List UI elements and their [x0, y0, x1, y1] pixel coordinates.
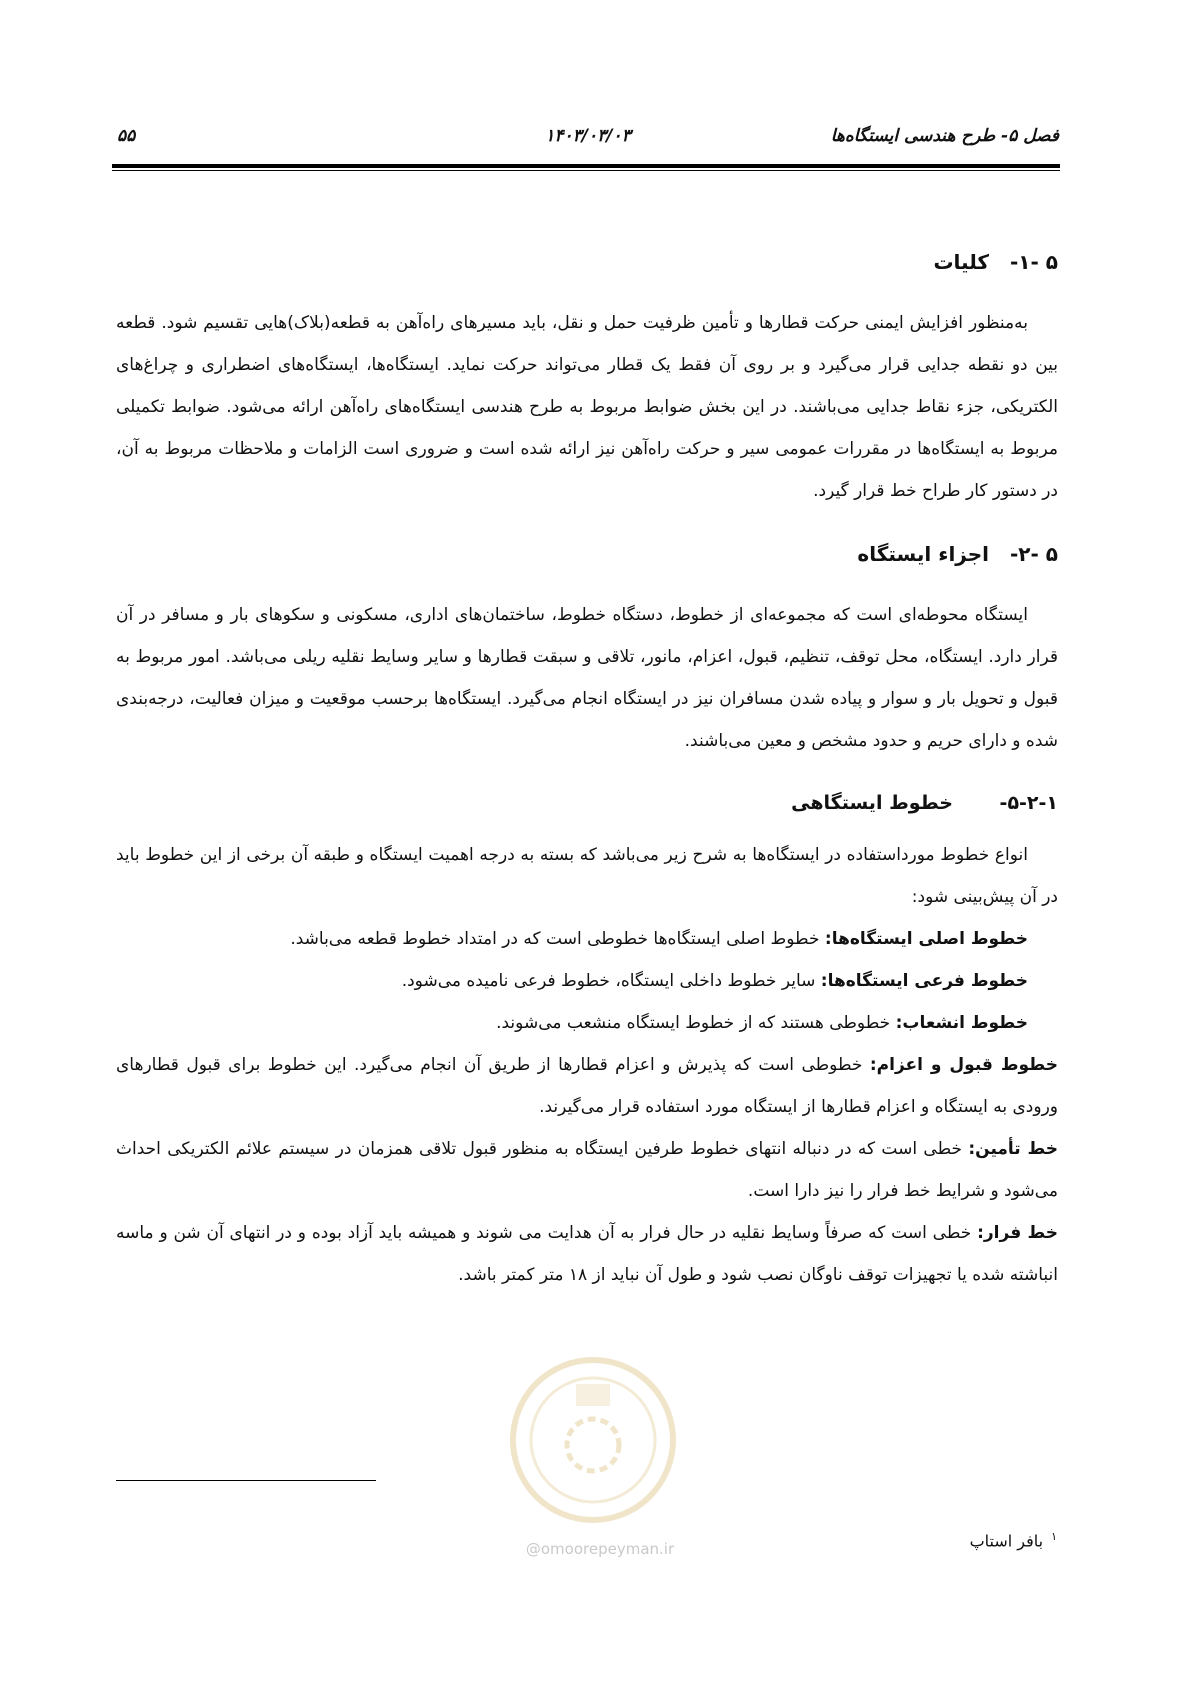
definition-item	[116, 918, 1058, 960]
definition-item	[116, 1044, 1058, 1128]
definition-text: سایر خطوط داخلی ایستگاه، خطوط فرعی نامیده می‌شود.	[401, 971, 821, 991]
footnote-text: بافر استاپ	[969, 1531, 1044, 1551]
section-title: کلیات	[933, 250, 990, 274]
section-heading	[116, 542, 1058, 566]
section-heading	[116, 250, 1058, 274]
definition-term: خطوط اصلی ایستگاه‌ها:	[824, 929, 1028, 949]
header-date: ۱۴۰۳/۰۳/۰۳	[545, 126, 631, 146]
page-content	[116, 250, 1058, 1296]
definition-term: خطوط فرعی ایستگاه‌ها:	[820, 971, 1028, 991]
definition-item	[116, 1212, 1058, 1296]
page-number: ۵۵	[117, 126, 136, 146]
chapter-title: فصل ۵- طرح هندسی ایستگاه‌ها	[830, 126, 1059, 146]
definition-text: خطی است که در دنباله انتهای خطوط طرفین ایستگاه به منظور قبول تلاقی همزمان در سیستم علائم الکتریکی احداث می‌شود و شرایط خط فرار را نیز دارا است.	[116, 1139, 1058, 1201]
section-paragraph: به‌منظور افزایش ایمنی حرکت قطارها و تأمین ظرفیت حمل و نقل، باید مسیرهای راه‌آهن به قطعه(بلاک)هایی تقسیم شود. قطعه بین دو نقطه جدایی قرار می‌گیرد و بر روی آن فقط یک قطار می‌تواند حرکت نماید. ایستگاه‌ها، ایستگاه‌های اضطراری و چراغ‌های الکتریکی، جزء نقاط جدایی می‌باشند. در این بخش ضوابط مربوط به طرح هندسی ایستگاه‌های راه‌آهن ارائه می‌شود. ضوابط تکمیلی مربوط به ایستگاه‌ها در مقررات عمومی سیر و حرکت راه‌آهن نیز ارائه شده است و ضروری است الزامات و ملاحظات مربوط به آن، در دستور کار طراح خط قرار گیرد.	[116, 313, 1058, 501]
footnote-marker: ۱	[1051, 1530, 1057, 1543]
section-number: ۵ -۲-	[1009, 542, 1058, 566]
definition-item	[116, 960, 1058, 1002]
definition-item	[116, 1128, 1058, 1212]
definition-term: خط فرار:	[977, 1223, 1058, 1243]
definition-text: خطوطی هستند که از خطوط ایستگاه منشعب می‌شوند.	[496, 1013, 896, 1033]
definition-text: خطی است که صرفاً وسایط نقلیه در حال فرار به آن هدایت می شوند و همیشه باید آزاد بوده و در انتهای آن شن و ماسه انباشته شده یا تجهیزات توقف ناوگان نصب شود و طول آن نباید از ۱۸ متر کمتر باشد.	[116, 1223, 1058, 1285]
definition-text: خطوطی است که پذیرش و اعزام قطارها از طریق آن انجام می‌گیرد. این خطوط برای قبول قطارهای ورودی به ایستگاه و اعزام قطارها از ایستگاه مورد استفاده قرار می‌گیرند.	[116, 1055, 1058, 1117]
definition-list	[116, 918, 1058, 1296]
definition-term: خط تأمین:	[968, 1139, 1058, 1159]
section-paragraph: ایستگاه محوطه‌ای است که مجموعه‌ای از خطوط، دستگاه خطوط، ساختمان‌های اداری، مسکونی و سکوهای بار و مسافر در آن قرار دارد. ایستگاه، محل توقف، تنظیم، قبول، اعزام، مانور، تلاقی و سبقت قطارها و سایر وسایط نقلیه ریلی می‌باشد. امور مربوط به قبول و تحویل بار و سوار و پیاده شدن مسافران نیز در ایستگاه انجام می‌گیرد. ایستگاه‌ها برحسب موقعیت و میزان فعالیت، درجه‌بندی شده و دارای حریم و حدود مشخص و معین می‌باشند.	[116, 605, 1058, 751]
subsection-paragraph: انواع خطوط مورداستفاده در ایستگاه‌ها به شرح زیر می‌باشد که بسته به درجه اهمیت ایستگاه و طبقه آن برخی از این خطوط باید در آن پیش‌بینی شود:	[116, 845, 1058, 907]
definition-item	[116, 1002, 1058, 1044]
definition-text: خطوط اصلی ایستگاه‌ها خطوطی است که در امتداد خطوط قطعه می‌باشد.	[290, 929, 825, 949]
header-rule-thick	[112, 164, 1060, 168]
definition-term: خطوط انشعاب:	[895, 1013, 1028, 1033]
header-rule-thin	[112, 170, 1060, 171]
watermark-text: @omoorepeyman.ir	[525, 1540, 675, 1558]
page-header	[117, 126, 1059, 156]
subsection-title: خطوط ایستگاهی	[791, 792, 953, 814]
watermark-logo	[498, 1350, 688, 1530]
subsection-number: ۵-۲-۱-	[999, 792, 1058, 814]
definition-term: خطوط قبول و اعزام:	[869, 1055, 1058, 1075]
section-title: اجزاء ایستگاه	[857, 542, 990, 566]
footnote	[970, 1530, 1057, 1550]
footnote-separator	[116, 1480, 376, 1481]
section-number: ۵ -۱-	[1009, 250, 1058, 274]
subsection-heading	[116, 792, 1058, 814]
